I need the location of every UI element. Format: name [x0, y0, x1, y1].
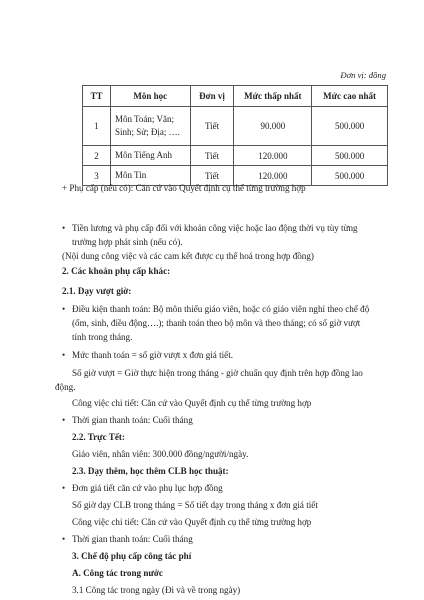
text-line: động.	[55, 382, 76, 392]
cell-unit: Tiết	[190, 166, 234, 186]
table-row	[83, 146, 388, 166]
subsection-heading: 2.3. Dạy thêm, học thêm CLB học thuật:	[72, 466, 229, 476]
cell-min: 90.000	[234, 107, 312, 146]
text-line: Mức thanh toán = số giờ vượt x đơn giá tiết.	[72, 350, 234, 360]
text-line: Đơn giá tiết căn cứ vào phụ lục hợp đồng	[72, 483, 223, 493]
header-max: Mức cao nhất	[312, 86, 388, 107]
text-line: Công việc chi tiết: Căn cứ vào Quyết định cụ thể từng trường hợp	[72, 398, 312, 408]
text-line: + Phụ cấp (nếu có): Căn cứ vào Quyết định cụ thể từng trường hợp	[62, 183, 306, 193]
cell-min: 120.000	[234, 166, 312, 186]
bullet-icon: •	[62, 304, 66, 314]
cell-tt: 1	[83, 107, 111, 146]
subsection-heading: 2.2. Trực Tết:	[72, 432, 125, 442]
unit-label: Đơn vị: đồng	[340, 70, 386, 80]
fee-table	[82, 85, 388, 186]
header-tt: TT	[83, 86, 111, 107]
cell-max: 500.000	[312, 146, 388, 166]
text-line: trường hợp phát sinh (nếu có).	[72, 237, 183, 247]
text-line: Số giờ vượt = Giờ thực hiện trong tháng - giờ chuẩn quy định trên hợp đồng lao	[72, 368, 363, 378]
subsection-heading: 2.1. Dạy vượt giờ:	[62, 286, 132, 296]
text-line: Tiền lương và phụ cấp đối với khoản công việc hoặc lao động thời vụ tùy từng	[72, 223, 358, 233]
bullet-icon: •	[62, 415, 66, 425]
cell-unit: Tiết	[190, 146, 234, 166]
table-row	[83, 107, 388, 146]
table-header-row	[83, 86, 388, 107]
cell-subject: Môn Toán; Văn; Sinh; Sử; Địa; ….	[110, 107, 190, 146]
text-line: Số giờ dạy CLB trong tháng = Số tiết dạy trong tháng x đơn giá tiết	[72, 500, 318, 510]
cell-unit: Tiết	[190, 107, 234, 146]
cell-tt: 3	[83, 166, 111, 186]
cell-subject: Môn Tin	[110, 166, 190, 186]
header-unit: Đơn vị	[190, 86, 234, 107]
cell-min: 120.000	[234, 146, 312, 166]
bullet-icon: •	[62, 350, 66, 360]
bullet-icon: •	[62, 534, 66, 544]
text-line: tính trong tháng.	[72, 332, 133, 342]
bullet-icon: •	[62, 483, 66, 493]
header-subject: Môn học	[110, 86, 190, 107]
subsection-heading: A. Công tác trong nước	[72, 568, 163, 578]
text-line: Thời gian thanh toán: Cuối tháng	[72, 534, 193, 544]
bullet-icon: •	[62, 223, 66, 233]
cell-max: 500.000	[312, 166, 388, 186]
text-line: Điều kiện thanh toán: Bộ môn thiếu giáo viên, hoặc có giáo viên nghỉ theo chế độ	[72, 304, 370, 314]
text-line: Giáo viên, nhân viên: 300.000 đồng/người/ngày.	[72, 449, 249, 459]
section-heading: 2. Các khoản phụ cấp khác:	[62, 266, 171, 276]
text-line: Công việc chi tiết: Căn cứ vào Quyết định cụ thể từng trường hợp	[72, 517, 312, 527]
text-line: (Nội dung công việc và các cam kết được cụ thể hoá trong hợp đồng)	[62, 251, 314, 261]
section-heading: 3. Chế độ phụ cấp công tác phí	[72, 551, 192, 561]
text-line: 3.1 Công tác trong ngày (Đi và về trong ngày)	[72, 585, 241, 595]
text-line: Thời gian thanh toán: Cuối tháng	[72, 415, 193, 425]
cell-subject: Môn Tiếng Anh	[110, 146, 190, 166]
header-min: Mức thấp nhất	[234, 86, 312, 107]
cell-max: 500.000	[312, 107, 388, 146]
cell-tt: 2	[83, 146, 111, 166]
text-line: (ốm, sinh, điều động….); thanh toán theo bộ môn và theo tháng; có số giờ vượt	[72, 318, 361, 328]
